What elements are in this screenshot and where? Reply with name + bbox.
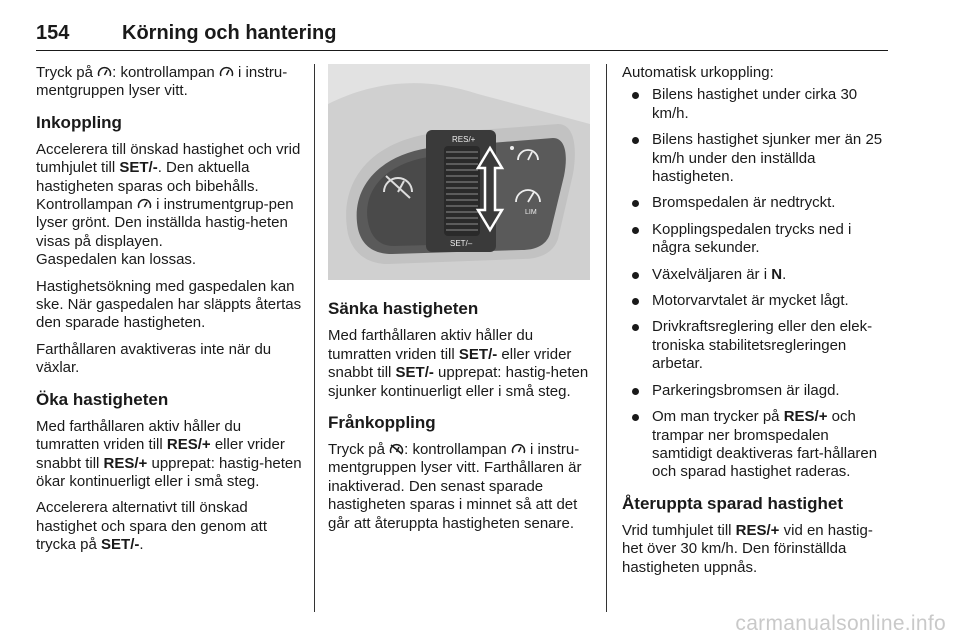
oka-alt-paragraph: Accelerera alternativt till önskad hastighet och spara den genom att trycka på SET/-. (36, 499, 267, 554)
automatisk-label: Automatisk urkoppling: (622, 64, 774, 81)
list-item: Parkeringsbromsen är ilagd. (622, 382, 892, 400)
page-header (36, 14, 888, 51)
column-right (622, 64, 892, 585)
list-item: Bromspedalen är nedtryckt. (622, 194, 892, 212)
column-divider (314, 64, 315, 612)
column-divider (606, 64, 607, 612)
lim-label: LIM (525, 209, 537, 216)
list-item: Om man trycker på RES/+ och trampar ner bromspedalen samtidigt deaktiveras fart-hållaren och sparad hastighet raderas. (622, 408, 892, 482)
list-item: Bilens hastighet under cirka 30 km/h. (622, 86, 892, 123)
column-left (36, 64, 308, 563)
ateruppta-paragraph: Vrid tumhjulet till RES/+ vid en hastig-het över 30 km/h. Den förinställda hastigheten uppnås. (622, 521, 873, 576)
heading-sanka: Sänka hastigheten (328, 299, 479, 319)
list-item: Motorvarvtalet är mycket lågt. (622, 292, 892, 310)
sanka-paragraph: Med farthållaren aktiv håller du tumratten vriden till SET/- eller vrider snabbt till SET/- upprepat: hastig-heten sjunker kontinuerligt eller i små steg. (328, 327, 589, 400)
inkoppling-paragraph: Accelerera till önskad hastighet och vrid tumhjulet till SET/-. Den aktuella hastigheten sparas och bibehålls. Kontrollampan i instrumentgrup-pen lyser grönt. Den inställda hastig-heten visas på displayen. (36, 140, 301, 250)
heading-oka: Öka hastigheten (36, 389, 169, 409)
heading-ateruppta: Återuppta sparad hastighet (622, 493, 844, 513)
column-middle (328, 64, 590, 541)
gaspedal-paragraph: Gaspedalen kan lossas. (36, 251, 197, 269)
heading-frankoppling: Frånkoppling (328, 413, 436, 433)
steering-wheel-controls-figure (328, 64, 590, 280)
thumbwheel (444, 146, 480, 236)
res-label: RES/+ (452, 135, 476, 144)
avaktiveras-paragraph: Farthållaren avaktiveras inte när du växlar. (36, 340, 272, 377)
page-number: 154 (36, 22, 70, 44)
cruise-control-icon (97, 66, 112, 78)
frankoppling-paragraph: Tryck på : kontrollampan i instru-mentgruppen lyser vitt. Farthållaren är inaktiverad. Den senast sparade hastigheten sparas i minnet så att det går att återuppta hastigheten senare. (328, 441, 582, 532)
list-item: Bilens hastighet sjunker mer än 25 km/h under den inställda hastigheten. (622, 131, 892, 186)
cruise-control-icon (219, 66, 234, 78)
list-item: Kopplingspedalen trycks ned i några sekunder. (622, 221, 892, 258)
cruise-control-icon (511, 443, 526, 455)
chapter-title: Körning och hantering (122, 22, 337, 44)
cruise-control-icon (137, 198, 152, 210)
cruise-control-off-icon (389, 443, 404, 455)
watermark: carmanualsonline.info (735, 612, 946, 635)
deactivation-list (622, 86, 892, 481)
list-item: Drivkraftsreglering eller den elek-troniska stabilitetsregleringen arbetar. (622, 318, 892, 373)
list-item: Växelväljaren är i N. (622, 266, 892, 284)
set-label: SET/– (450, 239, 473, 248)
oka-paragraph: Med farthållaren aktiv håller du tumratten vriden till RES/+ eller vrider snabbt till RES/+ upprepat: hastig-heten ökar kontinuerligt eller i små steg. (36, 417, 302, 490)
heading-inkoppling: Inkoppling (36, 112, 122, 132)
intro-paragraph: Tryck på : kontrollampan i instru-mentgruppen lyser vitt. (36, 64, 288, 100)
hastighetsokning-paragraph: Hastighetsökning med gaspedalen kan ske. När gaspedalen har släppts återtas den sparade hastigheten. (36, 277, 302, 332)
